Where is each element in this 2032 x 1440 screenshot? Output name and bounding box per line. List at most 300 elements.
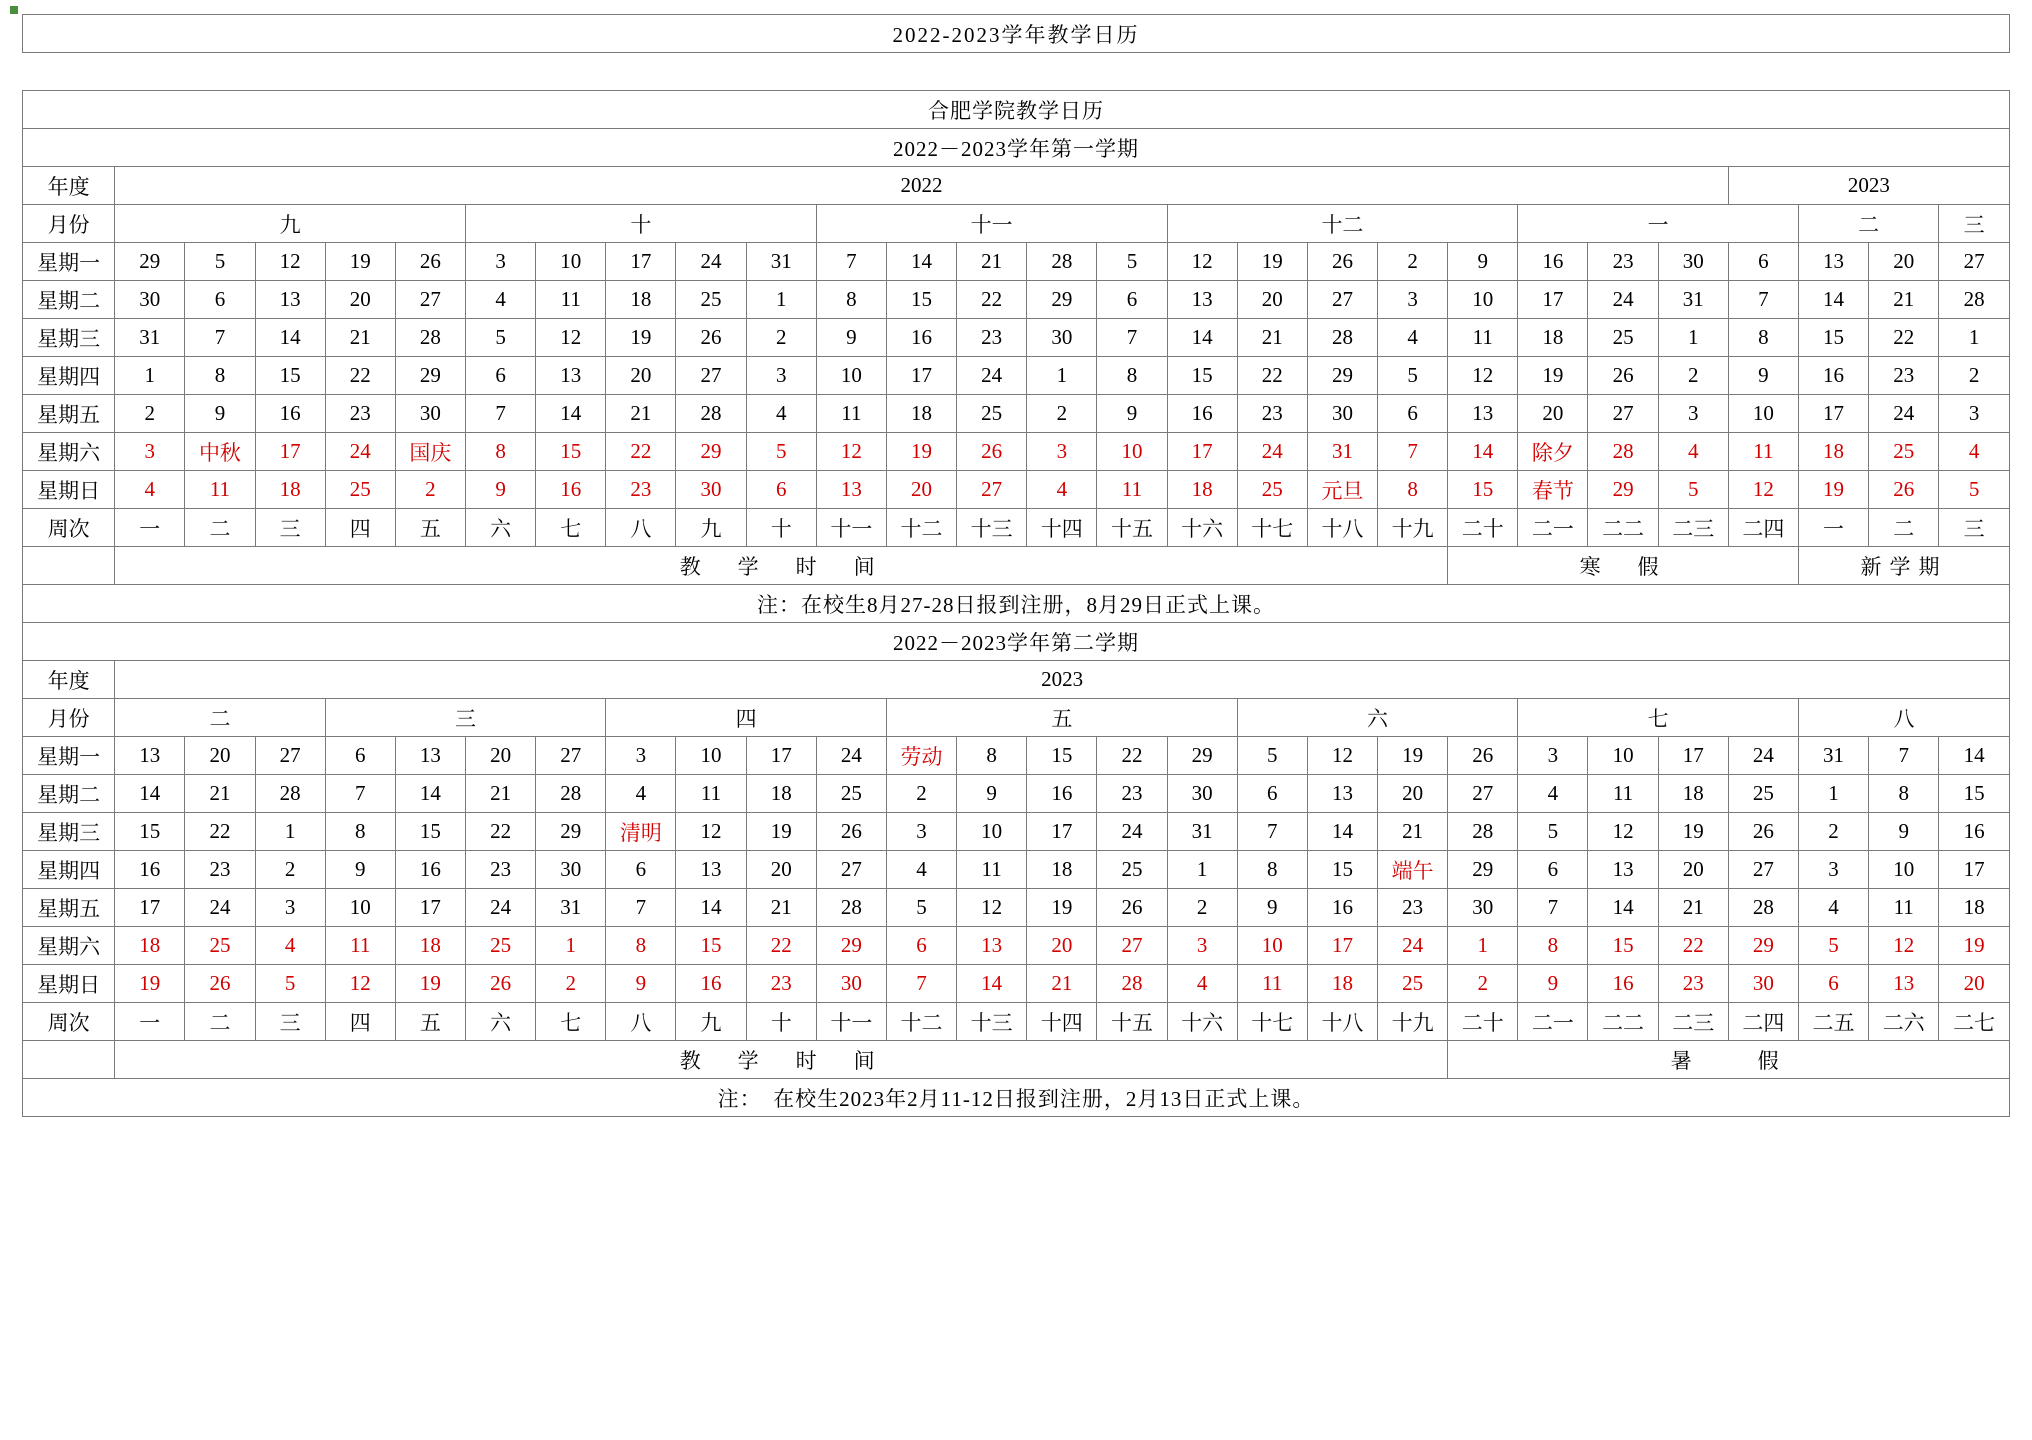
date-cell: 15 xyxy=(1307,851,1377,889)
date-cell: 19 xyxy=(395,965,465,1003)
date-cell: 3 xyxy=(1798,851,1868,889)
date-cell: 16 xyxy=(676,965,746,1003)
date-cell: 6 xyxy=(185,281,255,319)
date-cell: 19 xyxy=(325,243,395,281)
date-cell: 12 xyxy=(816,433,886,471)
date-cell: 22 xyxy=(1237,357,1307,395)
term2-note: 注： 在校生2023年2月11-12日报到注册，2月13日正式上课。 xyxy=(23,1079,2010,1117)
label-thursday-term2: 星期四 xyxy=(23,851,115,889)
date-cell: 2 xyxy=(1798,813,1868,851)
date-cell: 24 xyxy=(1728,737,1798,775)
date-cell: 20 xyxy=(886,471,956,509)
date-cell: 11 xyxy=(185,471,255,509)
date-cell: 8 xyxy=(816,281,886,319)
date-cell: 15 xyxy=(1939,775,2010,813)
date-cell: 31 xyxy=(746,243,816,281)
date-cell: 29 xyxy=(115,243,185,281)
date-cell: 2 xyxy=(886,775,956,813)
week-number: 二七 xyxy=(1939,1003,2010,1041)
date-cell: 2 xyxy=(1939,357,2010,395)
date-cell: 14 xyxy=(536,395,606,433)
term2-row-mon xyxy=(23,737,2010,775)
date-cell: 2 xyxy=(536,965,606,1003)
date-cell: 11 xyxy=(676,775,746,813)
date-cell: 23 xyxy=(746,965,816,1003)
date-cell: 3 xyxy=(1167,927,1237,965)
date-cell: 9 xyxy=(1097,395,1167,433)
date-cell: 16 xyxy=(1167,395,1237,433)
date-cell: 18 xyxy=(1939,889,2010,927)
date-cell: 2 xyxy=(746,319,816,357)
date-cell: 9 xyxy=(465,471,535,509)
date-cell: 11 xyxy=(816,395,886,433)
date-cell: 7 xyxy=(1378,433,1448,471)
label-friday: 星期五 xyxy=(23,395,115,433)
date-cell: 27 xyxy=(676,357,746,395)
date-cell: 20 xyxy=(1027,927,1097,965)
date-cell: 24 xyxy=(1869,395,1939,433)
date-cell: 22 xyxy=(1658,927,1728,965)
date-cell: 27 xyxy=(957,471,1027,509)
date-cell: 31 xyxy=(536,889,606,927)
date-cell: 22 xyxy=(606,433,676,471)
date-cell: 27 xyxy=(1728,851,1798,889)
date-cell: 18 xyxy=(1518,319,1588,357)
date-cell: 12 xyxy=(255,243,325,281)
week-number: 十三 xyxy=(957,1003,1027,1041)
date-cell: 10 xyxy=(957,813,1027,851)
date-cell: 1 xyxy=(1939,319,2010,357)
label-month-term2: 月份 xyxy=(23,699,115,737)
date-cell: 5 xyxy=(1097,243,1167,281)
date-cell: 15 xyxy=(1448,471,1518,509)
date-cell: 2 xyxy=(115,395,185,433)
period-teaching-term2: 教 学 时 间 xyxy=(115,1041,1448,1079)
date-cell: 14 xyxy=(676,889,746,927)
date-cell: 6 xyxy=(886,927,956,965)
date-cell: 1 xyxy=(746,281,816,319)
date-cell: 17 xyxy=(1518,281,1588,319)
date-cell: 10 xyxy=(1237,927,1307,965)
date-cell: 26 xyxy=(1588,357,1658,395)
date-cell: 29 xyxy=(1448,851,1518,889)
week-number: 十五 xyxy=(1097,1003,1167,1041)
date-cell: 31 xyxy=(1798,737,1868,775)
date-cell-festival: 劳动 xyxy=(886,737,956,775)
date-cell: 3 xyxy=(886,813,956,851)
date-cell: 10 xyxy=(536,243,606,281)
date-cell: 9 xyxy=(1518,965,1588,1003)
date-cell: 17 xyxy=(255,433,325,471)
date-cell: 3 xyxy=(465,243,535,281)
date-cell: 25 xyxy=(676,281,746,319)
date-cell: 17 xyxy=(1027,813,1097,851)
date-cell: 27 xyxy=(1307,281,1377,319)
week-number: 一 xyxy=(1798,509,1868,547)
term2-period-row xyxy=(23,1041,2010,1079)
date-cell: 25 xyxy=(1097,851,1167,889)
date-cell: 22 xyxy=(325,357,395,395)
date-cell: 21 xyxy=(606,395,676,433)
date-cell: 6 xyxy=(1798,965,1868,1003)
date-cell: 21 xyxy=(1237,319,1307,357)
date-cell: 25 xyxy=(465,927,535,965)
date-cell: 4 xyxy=(115,471,185,509)
date-cell: 12 xyxy=(1307,737,1377,775)
date-cell: 7 xyxy=(465,395,535,433)
corner-marker xyxy=(10,6,18,14)
date-cell: 11 xyxy=(1588,775,1658,813)
date-cell: 9 xyxy=(957,775,1027,813)
period-row-label-term2 xyxy=(23,1041,115,1079)
week-number: 五 xyxy=(395,509,465,547)
label-monday: 星期一 xyxy=(23,243,115,281)
date-cell: 17 xyxy=(606,243,676,281)
date-cell: 19 xyxy=(1237,243,1307,281)
week-number: 二五 xyxy=(1798,1003,1868,1041)
label-wednesday-term2: 星期三 xyxy=(23,813,115,851)
date-cell: 14 xyxy=(1798,281,1868,319)
label-month: 月份 xyxy=(23,205,115,243)
week-number: 二二 xyxy=(1588,509,1658,547)
date-cell: 8 xyxy=(325,813,395,851)
date-cell: 11 xyxy=(325,927,395,965)
date-cell: 16 xyxy=(1939,813,2010,851)
week-number: 五 xyxy=(395,1003,465,1041)
date-cell: 26 xyxy=(1869,471,1939,509)
term2-year-2023: 2023 xyxy=(115,661,2010,699)
date-cell: 6 xyxy=(465,357,535,395)
date-cell: 1 xyxy=(115,357,185,395)
label-sunday-term2: 星期日 xyxy=(23,965,115,1003)
date-cell: 14 xyxy=(115,775,185,813)
term2-month-3: 三 xyxy=(325,699,606,737)
date-cell: 5 xyxy=(1237,737,1307,775)
date-cell: 23 xyxy=(185,851,255,889)
date-cell-festival: 中秋 xyxy=(185,433,255,471)
date-cell: 26 xyxy=(185,965,255,1003)
date-cell: 29 xyxy=(1728,927,1798,965)
date-cell: 16 xyxy=(115,851,185,889)
date-cell: 9 xyxy=(185,395,255,433)
date-cell: 3 xyxy=(746,357,816,395)
date-cell: 22 xyxy=(1869,319,1939,357)
date-cell: 16 xyxy=(395,851,465,889)
date-cell: 3 xyxy=(255,889,325,927)
date-cell: 17 xyxy=(395,889,465,927)
week-number: 二二 xyxy=(1588,1003,1658,1041)
date-cell: 18 xyxy=(1027,851,1097,889)
date-cell: 14 xyxy=(1167,319,1237,357)
date-cell: 10 xyxy=(325,889,395,927)
date-cell: 14 xyxy=(395,775,465,813)
date-cell: 19 xyxy=(1658,813,1728,851)
date-cell: 5 xyxy=(886,889,956,927)
date-cell: 25 xyxy=(1588,319,1658,357)
term2-month-4: 四 xyxy=(606,699,887,737)
date-cell: 6 xyxy=(1237,775,1307,813)
date-cell: 7 xyxy=(816,243,886,281)
date-cell: 18 xyxy=(746,775,816,813)
date-cell: 4 xyxy=(746,395,816,433)
date-cell: 11 xyxy=(1237,965,1307,1003)
date-cell: 1 xyxy=(536,927,606,965)
date-cell: 13 xyxy=(395,737,465,775)
date-cell: 24 xyxy=(1378,927,1448,965)
document-title: 2022-2023学年教学日历 xyxy=(23,15,2010,53)
school-line: 合肥学院教学日历 xyxy=(23,91,2010,129)
term1-row-tue xyxy=(23,281,2010,319)
date-cell: 2 xyxy=(255,851,325,889)
date-cell: 8 xyxy=(1097,357,1167,395)
date-cell: 20 xyxy=(1939,965,2010,1003)
term1-month-11: 十一 xyxy=(816,205,1167,243)
date-cell: 7 xyxy=(325,775,395,813)
date-cell: 1 xyxy=(1798,775,1868,813)
date-cell: 15 xyxy=(1588,927,1658,965)
date-cell: 21 xyxy=(957,243,1027,281)
school-line-row xyxy=(23,91,2010,129)
date-cell: 9 xyxy=(1448,243,1518,281)
term2-month-6: 六 xyxy=(1237,699,1518,737)
date-cell: 26 xyxy=(957,433,1027,471)
date-cell: 17 xyxy=(1167,433,1237,471)
date-cell: 12 xyxy=(676,813,746,851)
date-cell: 5 xyxy=(1798,927,1868,965)
date-cell: 1 xyxy=(1448,927,1518,965)
date-cell: 6 xyxy=(325,737,395,775)
academic-calendar-table xyxy=(22,14,2010,1117)
date-cell: 19 xyxy=(1378,737,1448,775)
week-number: 十 xyxy=(746,509,816,547)
week-number: 二 xyxy=(185,1003,255,1041)
date-cell: 15 xyxy=(1167,357,1237,395)
date-cell: 3 xyxy=(115,433,185,471)
date-cell: 12 xyxy=(957,889,1027,927)
date-cell: 17 xyxy=(746,737,816,775)
date-cell: 24 xyxy=(185,889,255,927)
date-cell: 6 xyxy=(606,851,676,889)
date-cell: 6 xyxy=(1378,395,1448,433)
date-cell: 28 xyxy=(816,889,886,927)
date-cell: 6 xyxy=(1097,281,1167,319)
period-new-term: 新学期 xyxy=(1798,547,2009,585)
week-number: 九 xyxy=(676,509,746,547)
date-cell: 20 xyxy=(606,357,676,395)
date-cell: 13 xyxy=(255,281,325,319)
date-cell: 2 xyxy=(1027,395,1097,433)
date-cell: 21 xyxy=(1027,965,1097,1003)
label-saturday: 星期六 xyxy=(23,433,115,471)
date-cell: 20 xyxy=(1658,851,1728,889)
date-cell: 15 xyxy=(115,813,185,851)
week-number: 十一 xyxy=(816,1003,886,1041)
date-cell: 16 xyxy=(536,471,606,509)
week-number: 二六 xyxy=(1869,1003,1939,1041)
date-cell: 3 xyxy=(606,737,676,775)
date-cell: 1 xyxy=(1658,319,1728,357)
term1-month-2: 二 xyxy=(1798,205,1938,243)
date-cell: 30 xyxy=(816,965,886,1003)
label-week-index: 周次 xyxy=(23,509,115,547)
week-number: 十八 xyxy=(1307,509,1377,547)
date-cell: 10 xyxy=(1097,433,1167,471)
term1-row-fri xyxy=(23,395,2010,433)
week-number: 十四 xyxy=(1027,509,1097,547)
date-cell: 30 xyxy=(1448,889,1518,927)
week-number: 十七 xyxy=(1237,1003,1307,1041)
date-cell: 29 xyxy=(1307,357,1377,395)
date-cell: 23 xyxy=(1378,889,1448,927)
date-cell: 23 xyxy=(465,851,535,889)
date-cell: 21 xyxy=(1869,281,1939,319)
term2-year-row xyxy=(23,661,2010,699)
date-cell: 19 xyxy=(115,965,185,1003)
date-cell: 19 xyxy=(886,433,956,471)
label-saturday-term2: 星期六 xyxy=(23,927,115,965)
date-cell: 6 xyxy=(1728,243,1798,281)
date-cell: 10 xyxy=(816,357,886,395)
date-cell: 30 xyxy=(1167,775,1237,813)
date-cell: 20 xyxy=(1518,395,1588,433)
date-cell: 10 xyxy=(676,737,746,775)
date-cell: 26 xyxy=(1728,813,1798,851)
week-number: 十二 xyxy=(886,1003,956,1041)
date-cell: 20 xyxy=(1869,243,1939,281)
week-number: 十九 xyxy=(1378,1003,1448,1041)
term2-note-row xyxy=(23,1079,2010,1117)
date-cell: 18 xyxy=(1798,433,1868,471)
date-cell: 31 xyxy=(1167,813,1237,851)
date-cell: 8 xyxy=(1518,927,1588,965)
term1-month-10: 十 xyxy=(465,205,816,243)
date-cell: 18 xyxy=(1658,775,1728,813)
date-cell: 26 xyxy=(1448,737,1518,775)
date-cell: 8 xyxy=(1378,471,1448,509)
date-cell: 12 xyxy=(1588,813,1658,851)
term1-year-2023: 2023 xyxy=(1728,167,2009,205)
date-cell: 30 xyxy=(395,395,465,433)
label-thursday: 星期四 xyxy=(23,357,115,395)
date-cell: 17 xyxy=(115,889,185,927)
date-cell: 9 xyxy=(1237,889,1307,927)
date-cell: 13 xyxy=(1869,965,1939,1003)
date-cell: 18 xyxy=(886,395,956,433)
week-number: 十二 xyxy=(886,509,956,547)
date-cell: 17 xyxy=(1939,851,2010,889)
date-cell: 12 xyxy=(1728,471,1798,509)
date-cell: 10 xyxy=(1588,737,1658,775)
date-cell: 27 xyxy=(816,851,886,889)
date-cell: 18 xyxy=(1167,471,1237,509)
date-cell: 23 xyxy=(1237,395,1307,433)
date-cell: 28 xyxy=(255,775,325,813)
date-cell: 25 xyxy=(1237,471,1307,509)
document-title-row xyxy=(23,15,2010,53)
date-cell: 18 xyxy=(115,927,185,965)
date-cell-festival: 春节 xyxy=(1518,471,1588,509)
date-cell-festival: 端午 xyxy=(1378,851,1448,889)
date-cell: 10 xyxy=(1869,851,1939,889)
date-cell: 25 xyxy=(957,395,1027,433)
date-cell: 29 xyxy=(676,433,746,471)
date-cell: 21 xyxy=(465,775,535,813)
date-cell: 24 xyxy=(325,433,395,471)
date-cell: 14 xyxy=(886,243,956,281)
date-cell: 23 xyxy=(1097,775,1167,813)
date-cell: 28 xyxy=(1939,281,2010,319)
week-number: 一 xyxy=(115,1003,185,1041)
term1-note: 注：在校生8月27-28日报到注册，8月29日正式上课。 xyxy=(23,585,2010,623)
week-number: 六 xyxy=(465,1003,535,1041)
term1-month-9: 九 xyxy=(115,205,466,243)
term1-row-mon xyxy=(23,243,2010,281)
label-tuesday: 星期二 xyxy=(23,281,115,319)
date-cell: 21 xyxy=(1658,889,1728,927)
date-cell: 4 xyxy=(606,775,676,813)
label-monday-term2: 星期一 xyxy=(23,737,115,775)
term2-month-2: 二 xyxy=(115,699,325,737)
date-cell: 20 xyxy=(1378,775,1448,813)
date-cell: 28 xyxy=(395,319,465,357)
term2-month-row xyxy=(23,699,2010,737)
date-cell: 28 xyxy=(1027,243,1097,281)
date-cell: 30 xyxy=(115,281,185,319)
date-cell: 15 xyxy=(536,433,606,471)
date-cell: 3 xyxy=(1027,433,1097,471)
date-cell: 28 xyxy=(1588,433,1658,471)
term2-month-7: 七 xyxy=(1518,699,1799,737)
date-cell: 2 xyxy=(395,471,465,509)
date-cell: 21 xyxy=(325,319,395,357)
date-cell: 16 xyxy=(1588,965,1658,1003)
date-cell: 7 xyxy=(1518,889,1588,927)
date-cell-festival: 除夕 xyxy=(1518,433,1588,471)
date-cell: 29 xyxy=(1588,471,1658,509)
date-cell: 29 xyxy=(536,813,606,851)
date-cell: 3 xyxy=(1518,737,1588,775)
week-number: 三 xyxy=(255,1003,325,1041)
date-cell: 26 xyxy=(1307,243,1377,281)
date-cell: 19 xyxy=(1518,357,1588,395)
term1-period-row xyxy=(23,547,2010,585)
term2-month-5: 五 xyxy=(886,699,1237,737)
date-cell: 28 xyxy=(536,775,606,813)
date-cell: 17 xyxy=(1798,395,1868,433)
date-cell: 12 xyxy=(1869,927,1939,965)
term1-note-row xyxy=(23,585,2010,623)
date-cell: 2 xyxy=(1658,357,1728,395)
date-cell: 23 xyxy=(606,471,676,509)
term2-row-fri xyxy=(23,889,2010,927)
date-cell: 5 xyxy=(746,433,816,471)
date-cell: 9 xyxy=(816,319,886,357)
date-cell: 2 xyxy=(1167,889,1237,927)
date-cell: 24 xyxy=(676,243,746,281)
date-cell: 23 xyxy=(1869,357,1939,395)
date-cell: 13 xyxy=(1798,243,1868,281)
week-number: 十 xyxy=(746,1003,816,1041)
week-number: 二 xyxy=(1869,509,1939,547)
date-cell: 17 xyxy=(886,357,956,395)
date-cell: 31 xyxy=(1658,281,1728,319)
date-cell: 13 xyxy=(957,927,1027,965)
date-cell: 23 xyxy=(325,395,395,433)
date-cell: 12 xyxy=(1167,243,1237,281)
date-cell: 14 xyxy=(1307,813,1377,851)
date-cell: 28 xyxy=(676,395,746,433)
date-cell: 7 xyxy=(1097,319,1167,357)
